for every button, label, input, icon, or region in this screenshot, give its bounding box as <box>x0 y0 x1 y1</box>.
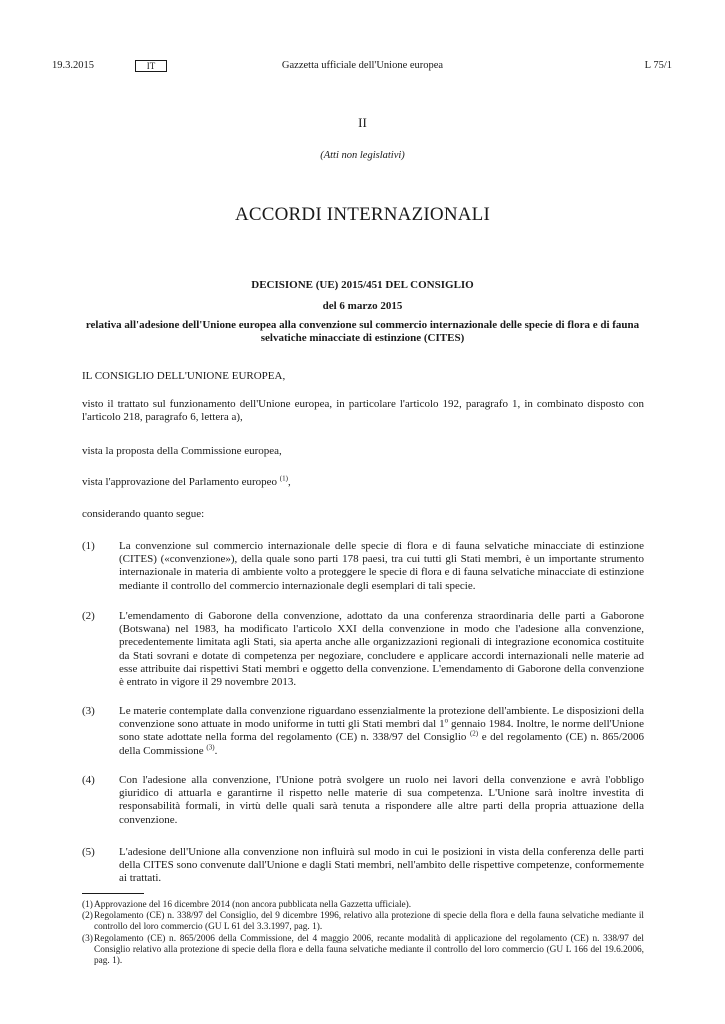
recital-number: (1) <box>82 540 95 552</box>
citation-proposal: vista la proposta della Commissione europea, <box>82 445 282 457</box>
recital-text-part: Le materie contemplate dalla convenzione riguardano essenzialmente la protezione dell'ambiente. Le disposizioni della convenzione sono attuate in modo uniforme in tutti gli Stati membri dal 1 <box>119 705 644 731</box>
recital-text-part: . <box>214 744 218 757</box>
journal-title: Gazzetta ufficiale dell'Unione europea <box>281 60 444 71</box>
section-title: ACCORDI INTERNAZIONALI <box>234 204 491 225</box>
decision-date: del 6 marzo 2015 <box>322 300 403 312</box>
recital-text-part: gennaio 1984. Inoltre, le norme dell'Unione sono state adottate nella forma del regolamento (CE) n. 338/97 del Consiglio <box>119 718 644 744</box>
decision-title: DECISIONE (UE) 2015/451 DEL CONSIGLIO <box>251 279 474 291</box>
footnote-text: Regolamento (CE) n. 865/2006 della Commissione, del 4 maggio 2006, recante modalità di applicazione del regolamento (CE) n. 338/97 del Consiglio relativo alla protezione di specie della flora e della fauna selvatiche mediante il controllo del loro commercio (GU L 166 del 19.6.2006, pag. 1). <box>94 934 644 966</box>
footnote-text: Approvazione del 16 dicembre 2014 (non ancora pubblicata nella Gazzetta ufficiale). <box>94 900 412 910</box>
ordinal-marker: o <box>444 716 449 725</box>
recital-text: Con l'adesione alla convenzione, l'Unione potrà svolgere un ruolo nei lavori della convenzione e avrà l'obbligo giuridico di attuarla e garantirne il rispetto nelle materie di sua competenza. L'Unione sarà inoltre investita di responsabilità formali, in virtù delle quali sarà tenuta a rispondere alle altre parti della propria attuazione della convenzione. <box>119 774 644 826</box>
citation-parliament <box>82 476 644 489</box>
header-date: 19.3.2015 <box>52 60 94 71</box>
recital-text-part: e del regolamento (CE) n. 865/2006 della Commissione <box>119 731 644 757</box>
act-type-subtitle: (Atti non legislativi) <box>320 150 405 161</box>
recital-number: (4) <box>82 774 95 786</box>
decision-subject: relativa all'adesione dell'Unione europea alla convenzione sul commercio internazionale delle specie di flora e di fauna selvatiche minacciate di estinzione (CITES) <box>85 319 640 344</box>
citation-treaty: visto il trattato sul funzionamento dell'Unione europea, in particolare l'articolo 192, paragrafo 1, in combinato disposto con l'articolo 218, paragrafo 6, lettera a), <box>82 398 644 424</box>
whereas-intro: considerando quanto segue: <box>82 508 205 520</box>
page-reference: L 75/1 <box>644 60 672 71</box>
citation-parliament-end: , <box>287 476 291 488</box>
citation-parliament-text: vista l'approvazione del Parlamento europeo <box>82 476 278 488</box>
recital-text: L'adesione dell'Unione alla convenzione non influirà sul modo in cui le posizioni in vista della conferenza delle parti della CITES sono convenute dall'Unione e dagli Stati membri, nell'ambito delle rispettive competenze, conformemente ai trattati. <box>119 846 644 885</box>
footnote-divider <box>82 893 144 894</box>
recital-text: L'emendamento di Gaborone della convenzione, adottato da una conferenza straordinaria delle parti a Gaborone (Botswana) nel 1983, ha modificato l'articolo XXI della convenzione in modo che l'adesione alla convenzione, precedentemente limitata agli Stati, sia aperta anche alle organizzazioni regionali di integrazione economica costituite da Stati sovrani e dotate di competenza per negoziare, concludere e applicare accordi internazionali nelle materie ad esse attribuite dai rispettivi Stati membri e oggetto della convenzione. L'emendamento di Gaborone della convenzione è entrato in vigore il 29 novembre 2013. <box>119 610 644 689</box>
preamble-council: IL CONSIGLIO DELL'UNIONE EUROPEA, <box>82 370 286 382</box>
recital-number: (2) <box>82 610 95 622</box>
language-badge: IT <box>135 60 167 72</box>
footnote-mark: (1) <box>82 900 93 910</box>
recital-number: (5) <box>82 846 95 858</box>
footnote-ref-2[interactable]: (2) <box>469 729 479 738</box>
footnote-ref-1[interactable]: (1) <box>279 474 288 483</box>
recital-text <box>119 705 644 758</box>
footnote-mark: (3) <box>82 934 93 944</box>
recital-number: (3) <box>82 705 95 717</box>
recital-text: La convenzione sul commercio internazionale delle specie di flora e di fauna selvatiche minacciate di estinzione (CITES) («convenzione»), della quale sono parti 178 paesi, tra cui tutti gli Stati membri, è un importante strumento internazionale in materia di ambiente volto a proteggere le specie di flora e di fauna selvatiche minacciate di estinzione mediante il controllo del commercio internazionale degli esemplari di tali specie. <box>119 540 644 592</box>
footnote-mark: (2) <box>82 911 93 921</box>
footnote-ref-3[interactable]: (3) <box>206 742 215 751</box>
footnote-text: Regolamento (CE) n. 338/97 del Consiglio, del 9 dicembre 1996, relativo alla protezione di specie della flora e della fauna selvatiche mediante il controllo del loro commercio (GU L 61 del 3.3.1997, pag. 1). <box>94 911 644 932</box>
part-number: II <box>358 115 367 130</box>
